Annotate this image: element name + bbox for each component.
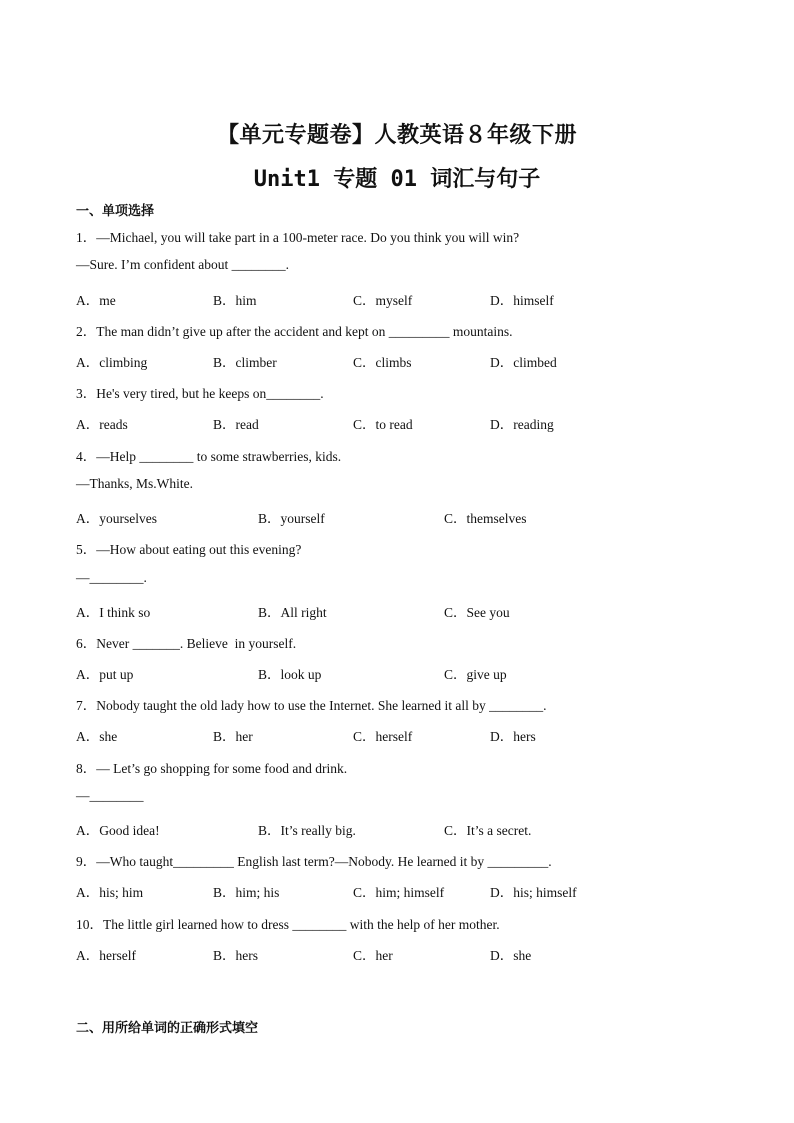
question-4-option-c: C．themselves (444, 511, 527, 526)
question-4-option-a: A．yourselves (76, 511, 157, 526)
question-1-option-a: A．me (76, 293, 116, 308)
question-3-option-d: D．reading (490, 417, 554, 432)
question-6-option-b: B．look up (258, 667, 322, 682)
question-4-options (76, 507, 716, 527)
question-8-stem: 8．— Let’s go shopping for some food and drink. (76, 761, 348, 776)
question-8-response: —________ (76, 788, 144, 803)
question-8-option-b: B．It’s really big. (258, 823, 356, 838)
question-10-option-d: D．she (490, 948, 532, 963)
document-subtitle: Unit1 专题 01 词汇与句子 (253, 167, 541, 192)
question-2-option-d: D．climbed (490, 355, 557, 370)
question-9-options (76, 881, 716, 901)
question-7-option-a: A．she (76, 729, 118, 744)
question-5-response: —________. (76, 570, 147, 585)
question-8-options (76, 819, 716, 839)
question-9-stem: 9．—Who taught_________ English last term?—Nobody. He learned it by _________. (76, 854, 552, 869)
question-3-option-c: C．to read (353, 417, 413, 432)
question-5-option-c: C．See you (444, 605, 510, 620)
question-10-options (76, 944, 716, 964)
question-7-option-b: B．her (213, 729, 253, 744)
question-2-option-c: C．climbs (353, 355, 412, 370)
question-7-option-d: D．hers (490, 729, 536, 744)
question-1-response: —Sure. I’m confident about ________. (76, 257, 289, 272)
question-8-option-c: C．It’s a secret. (444, 823, 532, 838)
question-3-option-a: A．reads (76, 417, 128, 432)
question-6-stem: 6．Never _______. Believe in yourself. (76, 636, 297, 651)
question-5-option-a: A．I think so (76, 605, 151, 620)
question-7-stem: 7．Nobody taught the old lady how to use the Internet. She learned it all by ________. (76, 698, 547, 713)
question-4-stem: 4．—Help ________ to some strawberries, kids. (76, 449, 342, 464)
question-8-option-a: A．Good idea! (76, 823, 160, 838)
question-5-option-b: B．All right (258, 605, 327, 620)
question-6-option-a: A．put up (76, 667, 134, 682)
section-heading-multiple-choice: 一、单项选择 (76, 204, 155, 219)
question-9-option-b: B．him; his (213, 885, 280, 900)
question-1-options (76, 289, 716, 309)
section-heading-fill-in: 二、用所给单词的正确形式填空 (76, 1021, 259, 1036)
question-2-stem: 2．The man didn’t give up after the accident and kept on _________ mountains. (76, 324, 513, 339)
question-1-option-c: C．myself (353, 293, 413, 308)
question-10-option-c: C．her (353, 948, 393, 963)
question-2-option-b: B．climber (213, 355, 277, 370)
question-3-options (76, 413, 716, 433)
question-7-option-c: C．herself (353, 729, 413, 744)
question-9-option-d: D．his; himself (490, 885, 577, 900)
question-2-options (76, 351, 716, 371)
question-9-option-a: A．his; him (76, 885, 144, 900)
question-10-stem: 10．The little girl learned how to dress ________ with the help of her mother. (76, 917, 500, 932)
question-10-option-b: B．hers (213, 948, 258, 963)
question-7-options (76, 725, 716, 745)
question-6-options (76, 663, 716, 683)
question-1-option-b: B．him (213, 293, 257, 308)
question-5-options (76, 601, 716, 621)
question-6-option-c: C．give up (444, 667, 507, 682)
question-1-stem: 1．—Michael, you will take part in a 100-meter race. Do you think you will win? (76, 230, 520, 245)
document-title: 【单元专题卷】人教英语８年级下册 (216, 123, 577, 148)
question-3-stem: 3．He's very tired, but he keeps on________. (76, 386, 324, 401)
question-4-option-b: B．yourself (258, 511, 325, 526)
question-10-option-a: A．herself (76, 948, 136, 963)
question-9-option-c: C．him; himself (353, 885, 445, 900)
question-5-stem: 5．—How about eating out this evening? (76, 542, 302, 557)
question-3-option-b: B．read (213, 417, 259, 432)
question-2-option-a: A．climbing (76, 355, 148, 370)
question-1-option-d: D．himself (490, 293, 554, 308)
question-4-response: —Thanks, Ms.White. (76, 476, 193, 491)
